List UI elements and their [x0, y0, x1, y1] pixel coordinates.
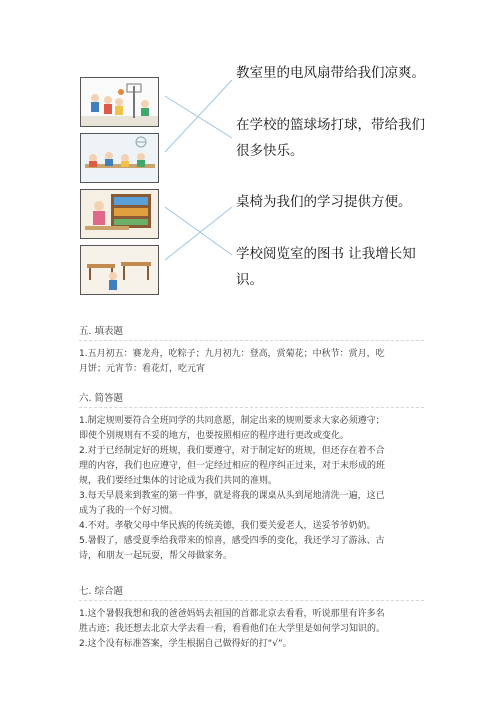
section7-title: 七. 综合题: [79, 586, 124, 597]
section6-title: 六. 简答题: [79, 393, 124, 404]
statement-basketball: [236, 112, 425, 164]
statement-line: 很多快乐。: [236, 143, 304, 159]
statement-library: [236, 241, 416, 293]
section5-body: [79, 347, 439, 377]
answer-line: 理的内容，我们也应遵守，但一定经过相应的程序纠正过来，对于未形成的班: [79, 461, 386, 471]
section5-title: 五. 填表题: [79, 326, 124, 337]
answer-line: 胜古迹；我还想去北京大学去看一看，看看他们在大学里是如何学习知识的。: [79, 624, 386, 634]
answer-line: 2.对于已经制定好的班规，我们要遵守，对于制定好的班规，但还存在着不合: [79, 446, 385, 456]
statement-line: 在学校的篮球场打球，带给我们: [236, 117, 425, 133]
statement-desks: [236, 189, 412, 215]
answer-line: 3.每天早晨来到教室的第一件事，就是将我的课桌从头到尾地清洗一遍，这已: [79, 491, 385, 501]
answer-line: 1.这个暑假我想和我的爸爸妈妈去祖国的首都北京去看看，听说那里有许多名: [79, 609, 385, 619]
match-line: [165, 96, 232, 138]
answer-line: 4.不对。孝敬父母中华民族的传统美德，我们要关爱老人，送妥爷爷奶奶。: [79, 521, 376, 531]
divider: [79, 600, 424, 601]
answer-line: 规，我们要经过集体的讨论成为我们共同的准则。: [79, 476, 278, 486]
statement-line: 学校阅览室的图书 让我增长知: [236, 246, 416, 262]
match-line: [165, 207, 232, 260]
statement-line: 识。: [236, 272, 263, 288]
statement-fan: [236, 60, 425, 86]
match-line: [165, 80, 232, 152]
match-line: [165, 207, 232, 255]
answer-line: 月饼；元宵节：看花灯，吃元宵: [79, 364, 206, 374]
statement-line: 桌椅为我们的学习提供方便。: [236, 194, 412, 210]
answer-line: 2.这个没有标准答案，学生根据自己做得好的打“√”。: [79, 639, 292, 649]
answer-line: 5.暑假了，感受夏季给我带来的惊喜，感受四季的变化，我还学习了游泳、古: [79, 536, 385, 546]
section6-body: [79, 414, 439, 564]
answer-line: 1.五月初五：赛龙舟，吃粽子；九月初九：登高，赏菊花；中秋节：赏月，吃: [79, 349, 385, 359]
divider: [79, 340, 424, 341]
answer-line: 成为了我的一个好习惯。: [79, 506, 179, 516]
answer-line: 1.制定规则要符合全班同学的共同意愿，制定出来的规则要求大家必须遵守；: [79, 416, 385, 426]
answer-line: 诗，和朋友一起玩耍，帮父母做家务。: [79, 551, 233, 561]
divider: [79, 407, 424, 408]
answer-line: 即使个别规则有不妥的地方，也要按照相应的程序进行更改或变化。: [79, 431, 350, 441]
statement-line: 教室里的电风扇带给我们凉爽。: [236, 65, 425, 81]
section7-body: [79, 607, 439, 652]
